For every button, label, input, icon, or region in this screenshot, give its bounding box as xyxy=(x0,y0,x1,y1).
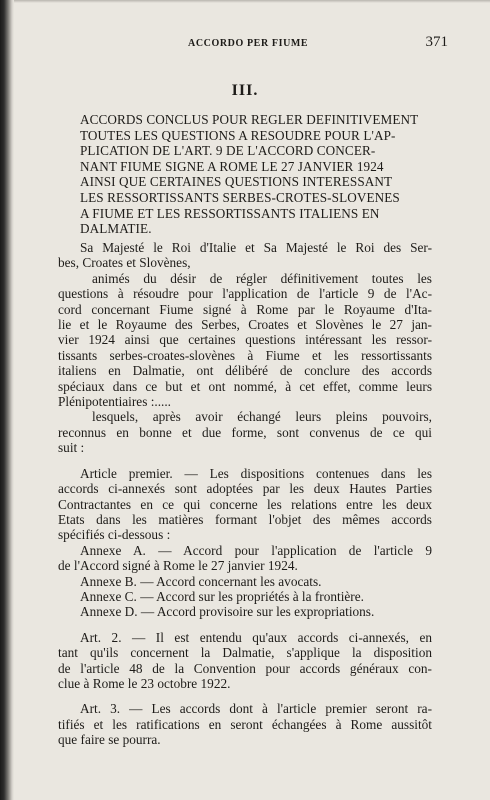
text-line: animés du désir de régler définitivement toutes les xyxy=(92,270,432,286)
text-line: Contractantes en ce qui concerne les relations entre les deux xyxy=(58,496,432,512)
text-line: de l'article 48 de la Convention pour accords généraux con- xyxy=(58,660,432,676)
text-line: suit : xyxy=(58,440,85,456)
text-line: Art. 3. — Les accords dont à l'article premier seront ra- xyxy=(80,701,432,717)
text-line: accords ci-annexés sont adoptées par les deux Hautes Parties xyxy=(58,481,432,497)
text-line: italiens en Dalmatie, ont délibéré de conclure des accords xyxy=(58,363,432,379)
text-line: Plénipotentiaires :..... xyxy=(58,394,172,410)
section-heading xyxy=(58,112,432,237)
annexe-a xyxy=(58,543,432,574)
text-line: de l'Accord signé à Rome le 27 janvier 1924. xyxy=(58,558,298,574)
text-line: Annexe A. — Accord pour l'application de l'article 9 xyxy=(80,542,432,558)
document-body xyxy=(58,240,432,748)
heading-line: DALMATIE. xyxy=(80,221,152,237)
page-gutter-shadow xyxy=(0,0,14,800)
page-number: 371 xyxy=(425,34,448,50)
text-line: cord concernant Fiume signé à Rome par le Royaume d'Ita- xyxy=(58,301,432,317)
heading-line: A FIUME ET LES RESSORTISSANTS ITALIENS EN xyxy=(80,205,380,221)
section-number: III. xyxy=(231,82,259,99)
text-line: Etats dans les matières formant l'objet des mêmes accords xyxy=(58,511,432,527)
article-2 xyxy=(58,630,432,692)
heading-line: TOUTES LES QUESTIONS A RESOUDRE POUR L'AP- xyxy=(80,127,396,143)
text-line: Annexe C. — Accord sur les propriétés à la frontière. xyxy=(80,588,364,604)
text-line: Annexe D. — Accord provisoire sur les expropriations. xyxy=(80,604,375,620)
text-line: que faire se pourra. xyxy=(58,732,161,748)
text-line: lesquels, après avoir échangé leurs pleins pouvoirs, xyxy=(92,409,432,425)
text-line: tifiés et les ratifications en seront échangées à Rome aussitôt xyxy=(58,716,432,732)
heading-line: ACCORDS CONCLUS POUR REGLER DEFINITIVEMENT xyxy=(80,112,419,127)
text-line: tant qu'ils concernent la Dalmatie, s'applique la disposition xyxy=(58,645,432,661)
heading-line: PLICATION DE L'ART. 9 DE L'ACCORD CONCER- xyxy=(80,143,376,159)
text-line: questions à résoudre pour l'application de l'article 9 de l'Ac- xyxy=(58,286,432,302)
text-line: reconnus en bonne et due forme, sont convenus de ce qui xyxy=(58,424,432,440)
article-premier xyxy=(58,466,432,543)
animes-paragraph xyxy=(58,271,432,410)
heading-line: AINSI QUE CERTAINES QUESTIONS INTERESSANT xyxy=(80,174,393,190)
text-line: vier 1924 ainsi que certaines questions intéressant les ressor- xyxy=(58,332,432,348)
text-line: clue à Rome le 23 octobre 1922. xyxy=(58,675,231,691)
annexe-d xyxy=(58,604,432,619)
text-line: tissants serbes-croates-slovènes à Fiume et les ressortissants xyxy=(58,347,432,363)
annexe-b xyxy=(58,574,432,589)
annexe-c xyxy=(58,589,432,604)
heading-line: NANT FIUME SIGNE A ROME LE 27 JANVIER 1924 xyxy=(80,158,384,174)
text-line: Annexe B. — Accord concernant les avocats. xyxy=(80,573,322,589)
running-title: ACCORDO PER FIUME xyxy=(188,38,309,49)
heading-line: LES RESSORTISSANTS SERBES-CROTES-SLOVENES xyxy=(80,189,400,205)
page-top-edge xyxy=(14,0,490,3)
preamble-paragraph xyxy=(58,240,432,271)
text-line: spécifiés ci-dessous : xyxy=(58,527,171,543)
text-line: Article premier. — Les dispositions contenues dans les xyxy=(80,465,432,481)
text-line: spéciaux dans ce but et ont nommé, à cet effet, comme leurs xyxy=(58,378,432,394)
article-3 xyxy=(58,701,432,747)
text-line: Art. 2. — Il est entendu qu'aux accords ci-annexés, en xyxy=(80,629,432,645)
text-line: bes, Croates et Slovènes, xyxy=(58,255,191,271)
lesquels-paragraph xyxy=(58,409,432,455)
text-line: Sa Majesté le Roi d'Italie et Sa Majesté le Roi des Ser- xyxy=(80,240,432,255)
text-line: lie et le Royaume des Serbes, Croates et Slovènes le 27 jan- xyxy=(58,317,432,333)
